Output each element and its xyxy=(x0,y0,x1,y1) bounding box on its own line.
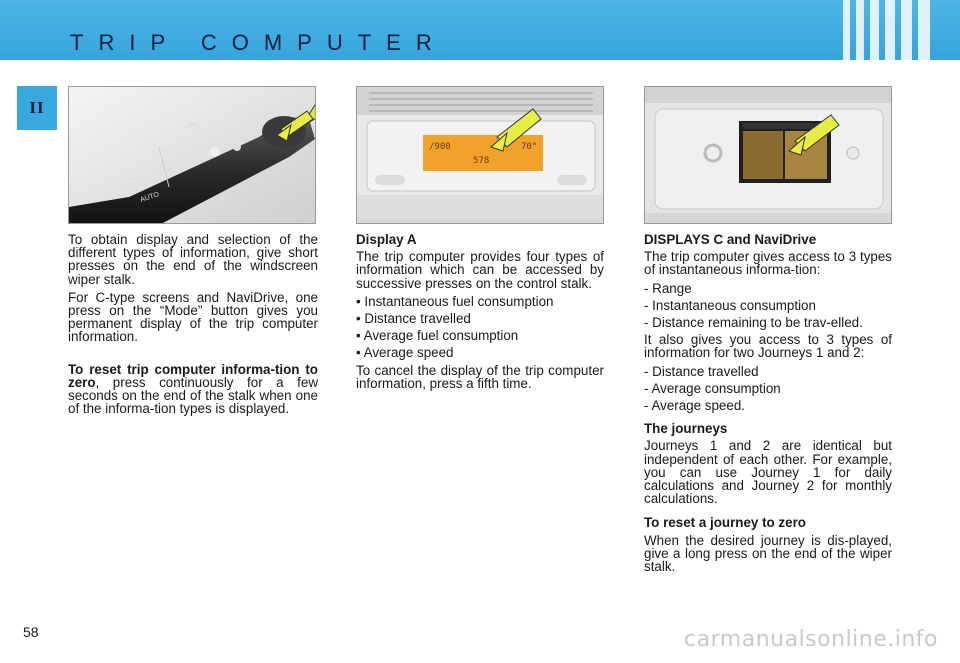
col2-bullet-1: • Instantaneous fuel consumption xyxy=(356,293,554,309)
col1-paragraph-1: To obtain display and selection of the different types of information, give short presses on the end of the windscreen wiper stalk. xyxy=(68,232,318,287)
col1-reset-text: , press continuously for a few seconds on the end of the stalk when one of the informa-tion types is displayed. xyxy=(68,374,318,417)
col2-heading: Display A xyxy=(356,232,417,247)
column-3 xyxy=(644,233,892,578)
col3-heading: DISPLAYS C and NaviDrive xyxy=(644,232,817,247)
col3-intro: The trip computer gives access to 3 types of instantaneous informa-tion: xyxy=(644,249,892,278)
display-a-readout-2: 70° xyxy=(521,142,538,152)
auto-label: AUTO xyxy=(139,191,161,204)
watermark: carmanualsonline.info xyxy=(684,627,938,652)
header-band xyxy=(0,0,960,60)
col3-journeys-heading: The journeys xyxy=(644,421,728,437)
col3-list2-item-3: - Average speed. xyxy=(644,398,745,414)
col3-reset-text: When the desired journey is dis-played, give a long press on the end of the wiper stalk. xyxy=(644,532,892,575)
wiper-stalk-icon xyxy=(69,87,316,224)
col1-paragraph-3 xyxy=(68,363,318,416)
col3-reset-heading: To reset a journey to zero xyxy=(644,515,806,531)
display-a-photo xyxy=(356,86,604,224)
col1-paragraph-2: For C-type screens and NaviDrive, one press on the “Mode” button gives you permanent display of the trip computer information. xyxy=(68,289,318,345)
col1-reset-heading: To reset trip computer informa-tion to zero xyxy=(68,361,318,390)
col3-mid: It also gives you access to 3 types of information for two Journeys 1 and 2: xyxy=(644,332,892,361)
column-1 xyxy=(68,233,318,420)
page-title: TRIP COMPUTER xyxy=(70,30,447,55)
display-a-readout-3: 578 xyxy=(473,156,490,166)
navidrive-screen-icon xyxy=(645,87,892,224)
page-number: 58 xyxy=(23,624,39,640)
col2-outro: To cancel the display of the trip computer information, press a fifth time. xyxy=(356,362,604,391)
col3-list1-item-2: - Instantaneous consumption xyxy=(644,297,816,313)
wiper-stalk-photo xyxy=(68,86,316,224)
col3-list2-item-2: - Average consumption xyxy=(644,380,781,396)
col2-bullet-4: • Average speed xyxy=(356,345,454,361)
multifunction-display-icon xyxy=(357,87,604,224)
column-2 xyxy=(356,233,604,395)
display-c-photo xyxy=(644,86,892,224)
col3-journeys-text: Journeys 1 and 2 are identical but independent of each other. For example, you can use Journey 1 for daily calculations and Journey 2 for monthly calculations. xyxy=(644,438,892,507)
header-stripes xyxy=(843,0,930,60)
col2-bullet-2: • Distance travelled xyxy=(356,311,471,327)
display-a-readout-1: /900 xyxy=(429,142,451,152)
col3-list2-item-1: - Distance travelled xyxy=(644,363,759,379)
col2-intro: The trip computer provides four types of information which can be accessed by successive presses on the control stalk. xyxy=(356,249,604,291)
section-tab: II xyxy=(17,86,57,130)
col3-list1-item-3: - Distance remaining to be trav-elled. xyxy=(644,315,863,331)
col2-bullet-3: • Average fuel consumption xyxy=(356,328,519,344)
col3-list1-item-1: - Range xyxy=(644,280,692,296)
